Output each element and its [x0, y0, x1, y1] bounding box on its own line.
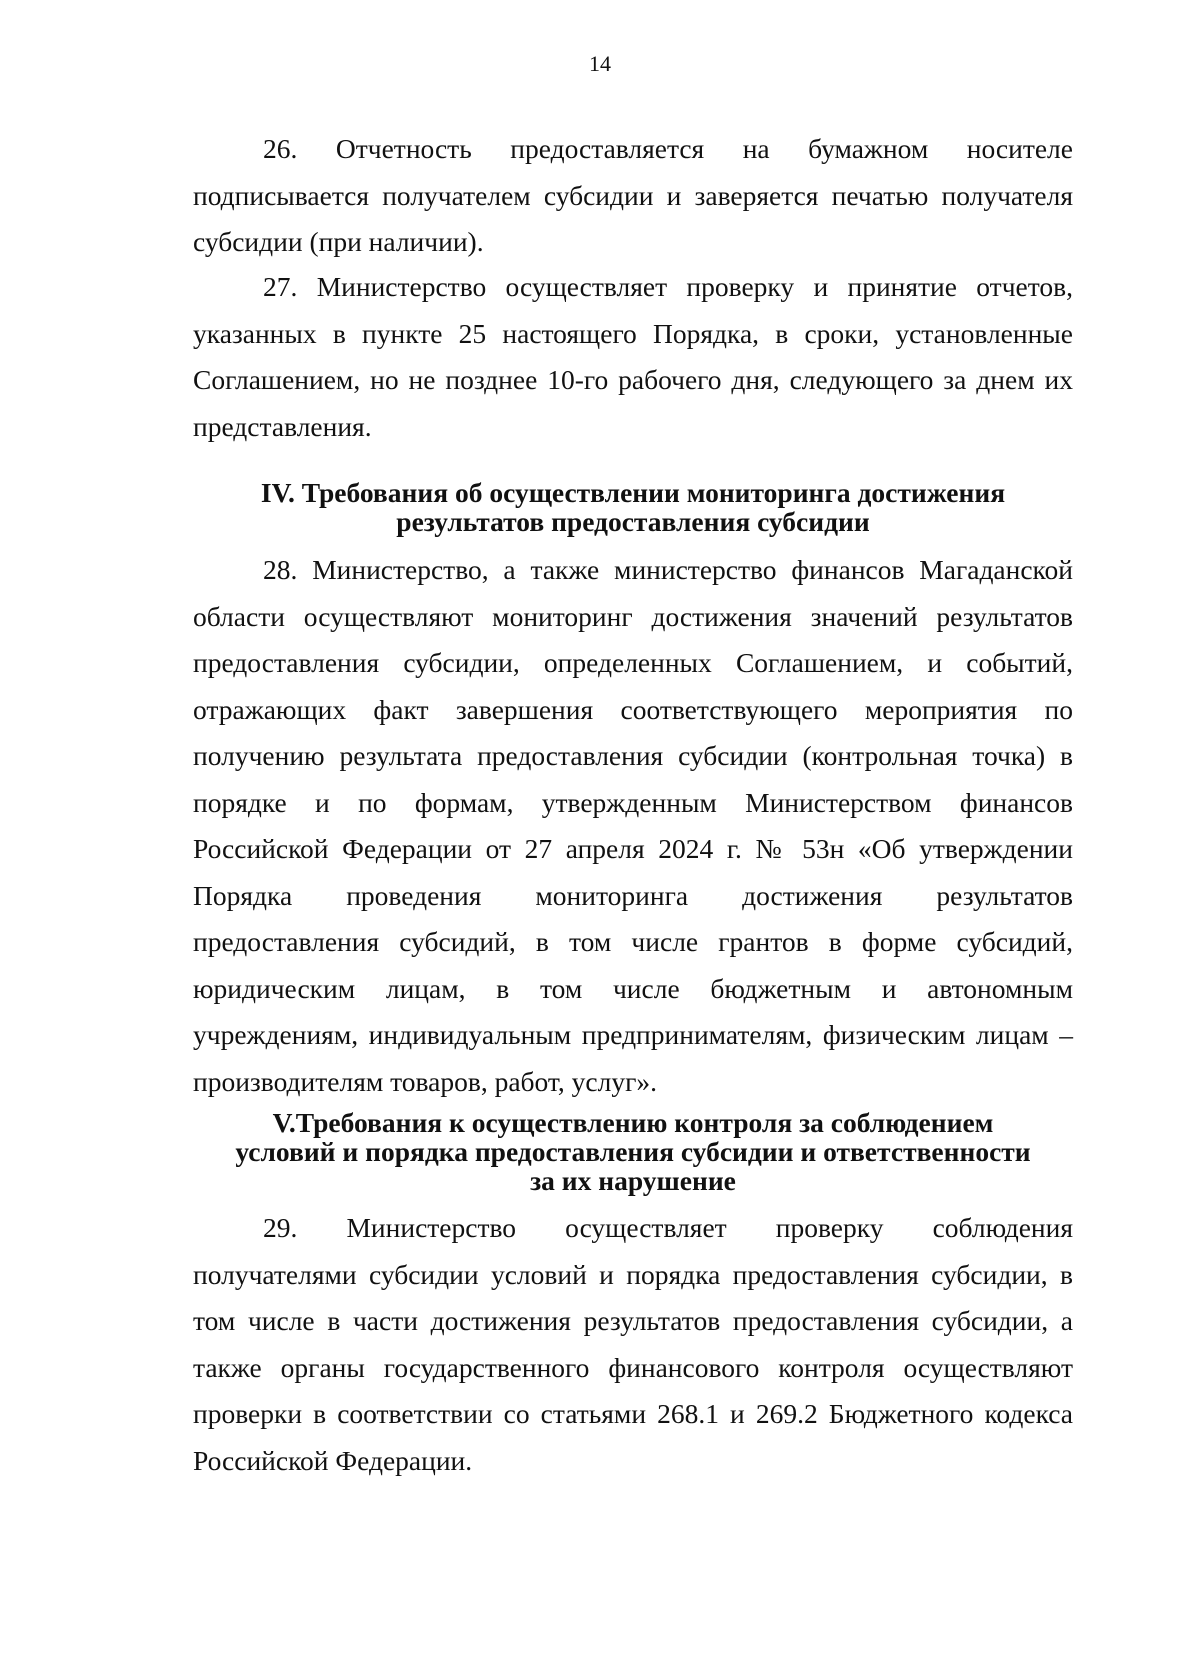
- page-number: 14: [589, 51, 611, 76]
- heading-line: за их нарушение: [530, 1165, 736, 1196]
- paragraph-line: предоставления субсидии, определенных Соглашением, и событий,: [193, 647, 1073, 678]
- heading-line: V.Требования к осуществлению контроля за соблюдением: [272, 1107, 994, 1138]
- paragraph-line: субсидии (при наличии).: [193, 226, 484, 257]
- paragraph-line: Российской Федерации.: [193, 1444, 473, 1476]
- paragraph-line: также органы государственного финансового контроля осуществляют: [193, 1351, 1073, 1383]
- paragraph-line: том числе в части достижения результатов предоставления субсидии, а: [193, 1305, 1073, 1336]
- heading-line: результатов предоставления субсидии: [396, 506, 870, 537]
- paragraph-line: предоставления субсидий, в том числе грантов в форме субсидий,: [193, 926, 1073, 957]
- paragraph-line: получателями субсидии условий и порядка предоставления субсидии, в: [193, 1258, 1073, 1290]
- heading-line: IV. Требования об осуществлении мониторинга достижения: [260, 477, 1006, 508]
- paragraph-line: юридическим лицам, в том числе бюджетным и автономным: [193, 972, 1073, 1004]
- paragraph-line: 26. Отчетность предоставляется на бумажном носителе: [263, 133, 1073, 164]
- paragraph-line: области осуществляют мониторинг достижения значений результатов: [193, 600, 1073, 632]
- paragraph-28: [193, 547, 1073, 1105]
- paragraph-line: получению результата предоставления субсидии (контрольная точка) в: [193, 740, 1073, 771]
- section-heading-iv: [193, 478, 1073, 536]
- paragraph-line: порядке и по формам, утвержденным Министерством финансов: [193, 786, 1073, 818]
- paragraph-line: Российской Федерации от 27 апреля 2024 г. № 53н «Об утверждении: [193, 833, 1073, 864]
- paragraph-line: указанных в пункте 25 настоящего Порядка, в сроки, установленные: [193, 317, 1073, 349]
- paragraph-line: проверки в соответствии со статьями 268.1 и 269.2 Бюджетного кодекса: [193, 1398, 1073, 1429]
- paragraph-line: учреждениям, индивидуальным предпринимателям, физическим лицам –: [193, 1019, 1073, 1050]
- paragraph-line: Порядка проведения мониторинга достижения результатов: [193, 879, 1073, 911]
- paragraph-26: [193, 126, 1073, 266]
- paragraph-line: представления.: [193, 410, 372, 442]
- paragraph-line: подписывается получателем субсидии и заверяется печатью получателя: [193, 179, 1073, 211]
- paragraph-line: 28. Министерство, а также министерство финансов Магаданской: [263, 554, 1073, 585]
- paragraph-line: 27. Министерство осуществляет проверку и принятие отчетов,: [263, 271, 1073, 302]
- paragraph-27: [193, 264, 1073, 450]
- paragraph-line: производителям товаров, работ, услуг».: [193, 1065, 657, 1097]
- section-heading-v: [193, 1108, 1073, 1195]
- paragraph-line: 29. Министерство осуществляет проверку соблюдения: [263, 1212, 1073, 1243]
- paragraph-29: [193, 1205, 1073, 1484]
- heading-line: условий и порядка предоставления субсидии и ответственности: [235, 1136, 1031, 1167]
- paragraph-line: отражающих факт завершения соответствующего мероприятия по: [193, 693, 1073, 725]
- paragraph-line: Соглашением, но не позднее 10-го рабочего дня, следующего за днем их: [193, 364, 1073, 395]
